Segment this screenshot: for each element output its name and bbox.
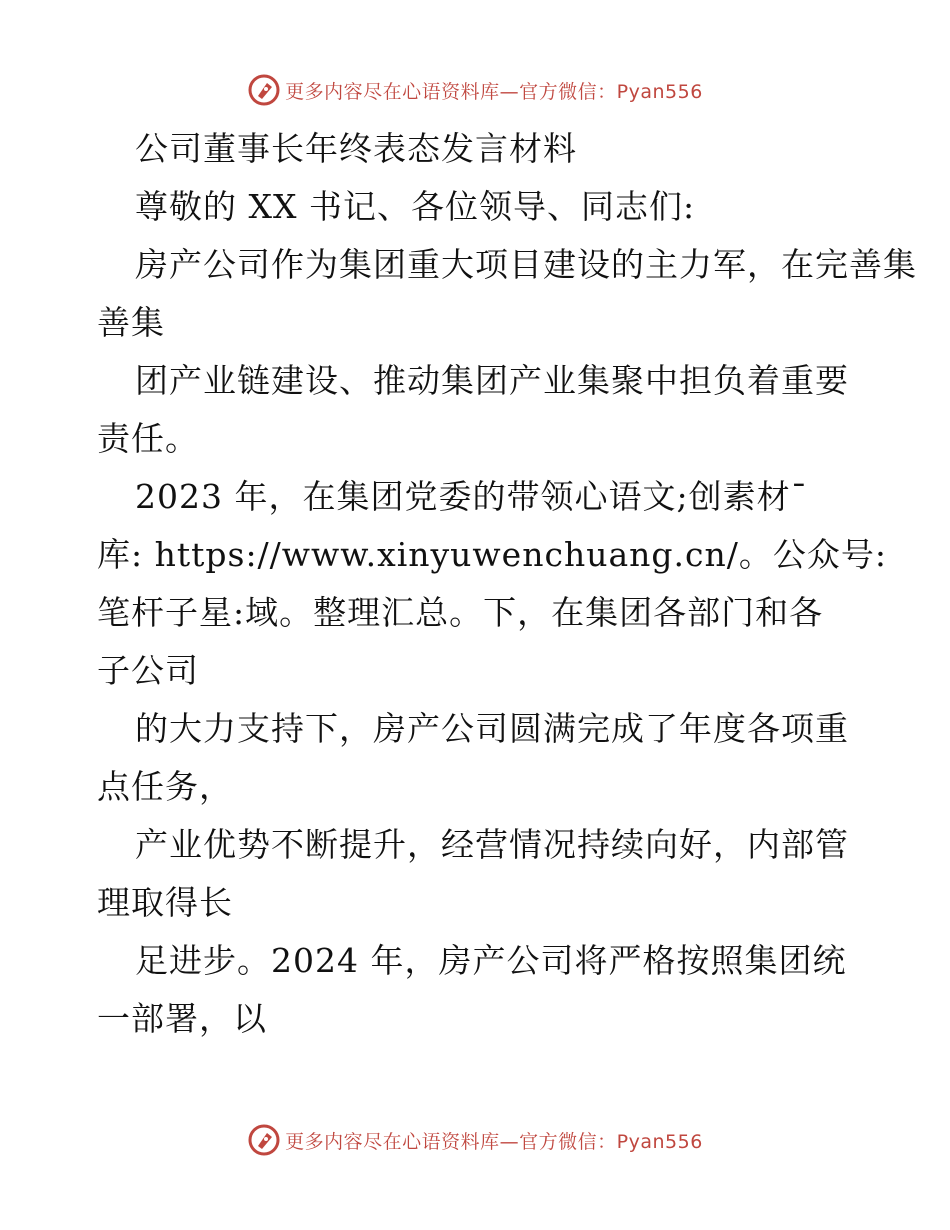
pen-nib-logo-icon	[247, 1123, 281, 1157]
header-banner	[0, 70, 950, 110]
footer-banner-text: 更多内容尽在心语资料库—官方微信：Pyan556	[285, 1130, 703, 1153]
text-line: 一部署，以	[97, 999, 267, 1038]
text-line: 理取得长	[97, 883, 233, 922]
text-line: 2023 年，在集团党委的带领心语文;创素材¯	[135, 477, 809, 516]
text-line: 责任。	[97, 419, 199, 458]
text-line: 产业优势不断提升，经营情况持续向好，内部管	[135, 825, 849, 864]
text-line: 的大力支持下，房产公司圆满完成了年度各项重	[135, 709, 849, 748]
text-line: 库: https://www.xinyuwenchuang.cn/。公众号:	[97, 535, 887, 574]
text-line: 足进步。2024 年，房产公司将严格按照集团统	[135, 941, 847, 980]
pen-nib-logo-icon	[247, 73, 281, 107]
document-title: 公司董事长年终表态发言材料	[135, 129, 577, 168]
footer-banner	[0, 1120, 950, 1160]
text-line: 房产公司作为集团重大项目建设的主力军，在完善集	[135, 245, 917, 284]
text-line: 团产业链建设、推动集团产业集聚中担负着重要	[135, 361, 849, 400]
text-line: 子公司	[97, 651, 199, 690]
header-banner-text: 更多内容尽在心语资料库—官方微信：Pyan556	[285, 80, 703, 103]
text-line: 善集	[97, 303, 165, 342]
text-line: 点任务，	[97, 767, 233, 806]
salutation: 尊敬的 XX 书记、各位领导、同志们:	[135, 187, 696, 226]
text-line: 笔杆子星:域。整理汇总。下，在集团各部门和各	[97, 593, 824, 632]
document-body	[97, 120, 917, 1048]
